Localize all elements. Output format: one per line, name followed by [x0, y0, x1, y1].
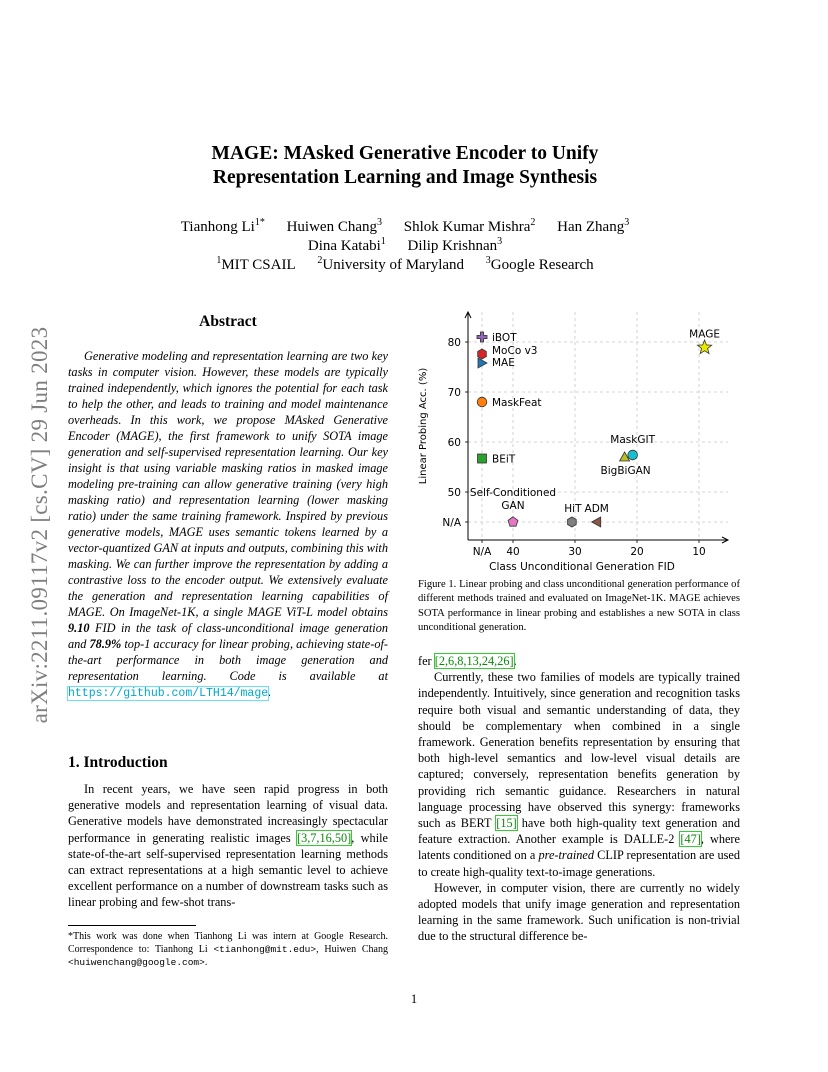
x-tick-label: 30	[568, 546, 582, 558]
citation-link[interactable]: [2,6,8,13,24,26]	[434, 654, 514, 668]
author: Tianhong $Li^{1*}$	[180, 217, 265, 235]
paragraph: However, in computer vision, there are currently no widely adopted models that unify image generation and representation learning in the same framework. Such unification is non-trivial due to the structural difference be-	[418, 880, 740, 944]
point-ibot	[477, 332, 487, 342]
paper-title	[100, 142, 710, 190]
affiliation: $^3$Google Research	[485, 255, 594, 273]
y-tick-label: 70	[447, 387, 461, 399]
point-beit	[478, 454, 487, 463]
intro-text: In recent years, we have seen rapid progress in both generative models and representation learning of visual data. Generative models have demonstrated increasingly spectacular performance in generating realistic images [3,7,16,50], while state-of-the-art self-supervised representation learning methods can extract representations at a high semantic level to achieve excellent performance on a number of downstream tasks such as linear probing and few-shot trans-	[68, 782, 388, 910]
y-axis-label: Linear Probing Acc. (%)	[418, 367, 429, 485]
abstract-text: Generative modeling and representation learning are two key tasks in computer vision. However, these models are typically trained independently, which ignores the potential for each task to help the other, and leads to training and model maintenance overheads. In this work, we propose MAsked Generative Encoder (MAGE), the first framework to unify SOTA image generation and self-supervised representation learning. Our key insight is that using variable masking ratios in masked image modeling pre-training can allow generative training (very high masking ratio) and representation learning (lower masking ratio) under the same training framework. Inspired by previous generative models, MAGE uses semantic tokens learned by a vector-quantized GAN at inputs and outputs, combining this with masking. We can further improve the representation by adding a contrastive loss to the encoder output. We extensively evaluate the generation and representation learning capabilities of MAGE. On ImageNet-1K, a single MAGE ViT-L model obtains 9.10 FID in the task of class-unconditional image generation and 78.9% top-1 accuracy for linear probing, achieving state-of-the-art performance in both image generation and representation learning. Code is available at https://github.com/LTH14/mage.	[68, 349, 388, 700]
abstract-heading: Abstract	[199, 313, 257, 330]
point-moco-v3-label: MoCo v3	[492, 345, 538, 357]
point-hit	[568, 517, 577, 527]
email-link[interactable]: <tianhong@mit.edu>	[213, 944, 317, 955]
citation-link[interactable]: [47]	[680, 832, 701, 847]
affiliations	[100, 256, 710, 275]
y-tick-label: 80	[447, 337, 461, 349]
point-adm	[592, 517, 601, 527]
y-tick-label: 60	[447, 437, 461, 449]
author: Huiwen Chang$^3$	[286, 217, 382, 235]
point-mae	[478, 358, 487, 368]
y-tick-label: 50	[447, 487, 461, 499]
point-beit-label: BEiT	[492, 453, 516, 466]
footnote-divider	[68, 925, 196, 926]
point-maskfeat-label: MaskFeat	[492, 397, 542, 409]
x-tick-label: N/A	[472, 546, 492, 558]
point-maskgit	[628, 450, 638, 460]
paragraph-continuation: fer [2,6,8,13,24,26].	[418, 654, 517, 668]
author-block	[100, 218, 710, 275]
y-tick-label: N/A	[442, 517, 461, 529]
point-moco-v3	[478, 349, 487, 359]
point-mae-label: MAE	[492, 357, 515, 369]
page-number: 1	[410, 992, 418, 1006]
affiliation: $^2$University of Maryland	[317, 255, 465, 273]
affiliation: $^1$MIT CSAIL	[216, 255, 296, 273]
point-adm-label: ADM	[584, 503, 609, 515]
author: Han Zhang$^3$	[557, 217, 630, 235]
x-axis-label: Class Unconditional Generation FID	[489, 561, 675, 573]
fid-value: 9.10	[68, 621, 90, 635]
author-row-1	[100, 218, 710, 237]
author: Dina Katabi$^1$	[307, 236, 386, 254]
title-line-2: Representation Learning and Image Synthesis	[212, 167, 598, 188]
x-tick-label: 40	[506, 546, 520, 558]
accuracy-value: 78.9%	[89, 637, 122, 651]
author-row-2	[100, 237, 710, 256]
point-self-conditioned-gan	[508, 517, 518, 526]
point-bigbigan-label: BigBiGAN	[600, 465, 651, 477]
figure-1-scatter	[410, 300, 740, 575]
arxiv-stamp: arXiv:2211.09117v2 [cs.CV] 29 Jun 2023	[27, 326, 52, 724]
point-maskgit-label: MaskGIT	[610, 434, 656, 446]
point-mage-label: MAGE	[689, 328, 721, 341]
code-link[interactable]: https://github.com/LTH14/mage	[68, 687, 269, 700]
figure-caption: Figure 1. Linear probing and class unconditional generation performance of different methods trained and evaluated on ImageNet-1K. MAGE achieves SOTA performance in linear probing and establishes a new SOTA in class unconditional generation.	[418, 579, 740, 633]
right-column-text	[418, 653, 740, 945]
citation-link[interactable]: [15]	[496, 816, 517, 831]
title-line-1: MAGE: MAsked Generative Encoder to Unify	[211, 143, 599, 164]
paragraph: Currently, these two families of models are typically trained independently. Intuitively, since generation and recognition tasks require both visual and semantic understanding of data, they should be complementary when combined in a single framework. Generation benefits representation by ensuring that both high-level semantics and low-level visual details are captured; conversely, representation benefits generation by providing rich semantic guidance. Researchers in natural language processing have observed this synergy: frameworks such as BERT [15] have both high-quality text generation and feature extraction. Another example is DALLE-2 [47], where latents conditioned on a pre-trained CLIP representation are used to create high-quality text-to-image generations.	[418, 670, 740, 879]
section-heading-introduction: 1. Introduction	[68, 754, 168, 771]
point-ibot-label: iBOT	[492, 332, 517, 344]
point-self-conditioned-gan-label: Self-Conditioned GAN	[469, 487, 557, 512]
author: Dilip Krishnan$^3$	[407, 236, 503, 254]
footnote: *This work was done when Tianhong Li was intern at Google Research. Correspondence to: Tianhong Li <tianhong@mit.edu>, Huiwen Chang <huiwenchang@google.com>.	[68, 931, 388, 968]
point-maskfeat	[477, 397, 487, 407]
author: Shlok Kumar Mishra$^2$	[403, 217, 536, 235]
citation-link[interactable]: [3,7,16,50]	[296, 830, 352, 845]
email-link[interactable]: <huiwenchang@google.com>	[68, 957, 205, 968]
x-tick-label: 10	[692, 546, 706, 558]
x-tick-label: 20	[630, 546, 644, 558]
point-hit-label: HiT	[564, 503, 582, 515]
